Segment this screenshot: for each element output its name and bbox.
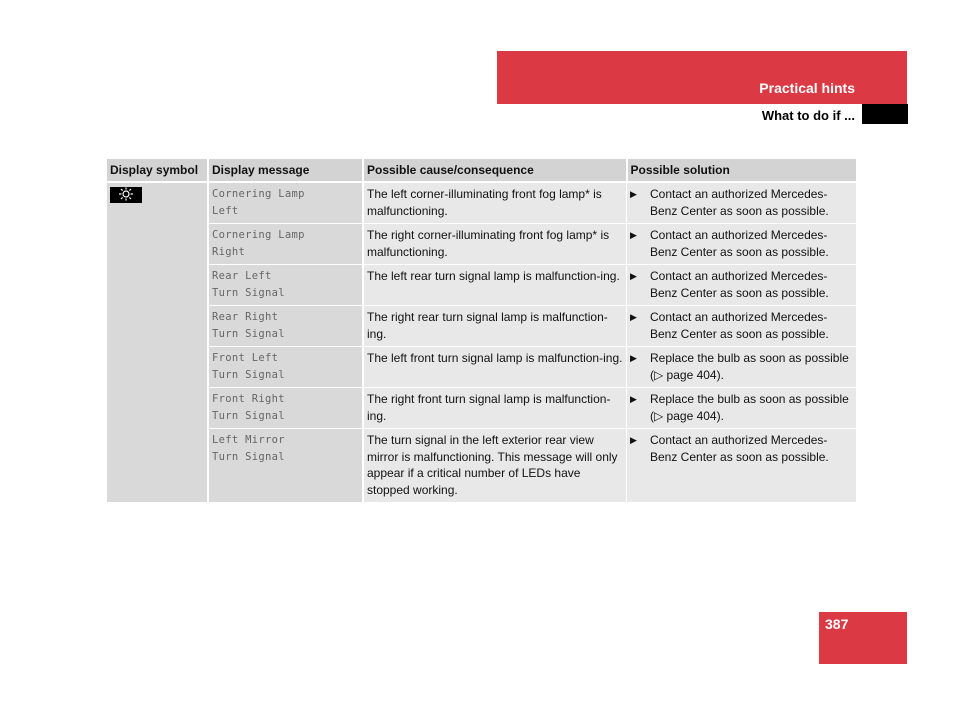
table-row xyxy=(107,224,856,265)
column-header-message: Display message xyxy=(208,159,363,182)
display-message: Cornering Lamp Left xyxy=(208,182,363,224)
possible-solution-cell xyxy=(627,429,857,503)
possible-solution: Replace the bulb as soon as possible (▷ page 404). xyxy=(650,392,849,423)
possible-solution-cell xyxy=(627,224,857,265)
possible-solution: Contact an authorized Mercedes-Benz Center as soon as possible. xyxy=(650,228,829,259)
column-header-cause: Possible cause/consequence xyxy=(363,159,627,182)
column-header-symbol: Display symbol xyxy=(107,159,208,182)
table-row xyxy=(107,388,856,429)
possible-solution-cell xyxy=(627,388,857,429)
bullet-triangle-icon: ▶ xyxy=(630,230,637,240)
table-row xyxy=(107,306,856,347)
display-message: Rear Right Turn Signal xyxy=(208,306,363,347)
bullet-triangle-icon: ▶ xyxy=(630,189,637,199)
possible-cause: The right front turn signal lamp is malfunction-ing. xyxy=(363,388,627,429)
table-row xyxy=(107,182,856,224)
table-row xyxy=(107,265,856,306)
column-header-solution: Possible solution xyxy=(627,159,857,182)
possible-solution: Contact an authorized Mercedes-Benz Center as soon as possible. xyxy=(650,310,829,341)
exterior-lamp-icon xyxy=(110,187,142,203)
section-title: Practical hints xyxy=(759,80,855,96)
subsection-title: What to do if ... xyxy=(761,108,855,123)
possible-solution: Replace the bulb as soon as possible (▷ page 404). xyxy=(650,351,849,382)
possible-cause: The turn signal in the left exterior rear view mirror is malfunctioning. This message will only appear if a critical number of LEDs have stopped working. xyxy=(363,429,627,503)
display-message: Rear Left Turn Signal xyxy=(208,265,363,306)
possible-cause: The right rear turn signal lamp is malfunction-ing. xyxy=(363,306,627,347)
table-row xyxy=(107,429,856,503)
possible-solution: Contact an authorized Mercedes-Benz Center as soon as possible. xyxy=(650,433,829,464)
possible-solution-cell xyxy=(627,347,857,388)
possible-solution-cell xyxy=(627,306,857,347)
possible-cause: The right corner-illuminating front fog lamp* is malfunctioning. xyxy=(363,224,627,265)
page-number-box xyxy=(819,612,907,664)
display-message: Front Left Turn Signal xyxy=(208,347,363,388)
display-symbol-cell xyxy=(107,182,208,503)
page-number: 387 xyxy=(825,616,849,632)
possible-solution-cell xyxy=(627,182,857,224)
display-message: Front Right Turn Signal xyxy=(208,388,363,429)
bullet-triangle-icon: ▶ xyxy=(630,353,637,363)
possible-cause: The left rear turn signal lamp is malfunction-ing. xyxy=(363,265,627,306)
section-header-bar xyxy=(497,51,907,104)
table-header-row xyxy=(107,159,856,182)
bullet-triangle-icon: ▶ xyxy=(630,394,637,404)
possible-solution: Contact an authorized Mercedes-Benz Center as soon as possible. xyxy=(650,187,829,218)
possible-cause: The left front turn signal lamp is malfunction-ing. xyxy=(363,347,627,388)
possible-solution-cell xyxy=(627,265,857,306)
bullet-triangle-icon: ▶ xyxy=(630,312,637,322)
display-message: Left Mirror Turn Signal xyxy=(208,429,363,503)
bullet-triangle-icon: ▶ xyxy=(630,271,637,281)
display-message: Cornering Lamp Right xyxy=(208,224,363,265)
subsection-marker xyxy=(862,104,908,124)
table-row xyxy=(107,347,856,388)
bullet-triangle-icon: ▶ xyxy=(630,435,637,445)
display-messages-table xyxy=(107,159,856,503)
possible-solution: Contact an authorized Mercedes-Benz Center as soon as possible. xyxy=(650,269,829,300)
possible-cause: The left corner-illuminating front fog lamp* is malfunctioning. xyxy=(363,182,627,224)
